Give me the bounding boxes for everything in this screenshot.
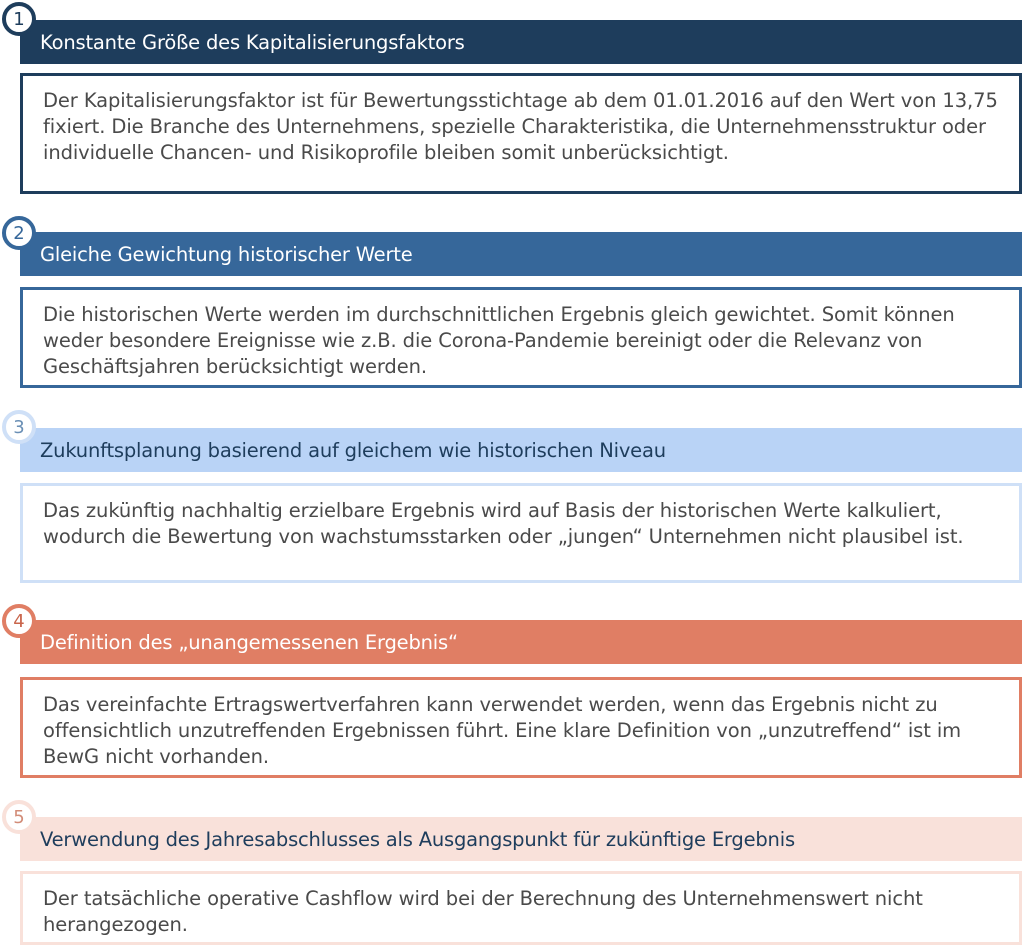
section-1-title: Konstante Größe des Kapitalisierungsfaktors xyxy=(20,20,1022,64)
number-badge-2: 2 xyxy=(2,216,36,250)
number-badge-5: 5 xyxy=(2,800,36,834)
number-badge-3: 3 xyxy=(2,410,36,444)
section-5-title: Verwendung des Jahresabschlusses als Ausgangspunkt für zukünftige Ergebnis xyxy=(20,817,1022,861)
section-1-text: Der Kapitalisierungsfaktor ist für Bewertungsstichtage ab dem 01.01.2016 auf den Wert von 13,75 fixiert. Die Branche des Unternehmens, spezielle Charakteristika, die Unternehmensstruktur oder individuelle Chancen- und Risikoprofile bleiben somit unberücksichtigt. xyxy=(20,73,1022,194)
number-badge-4: 4 xyxy=(2,604,36,638)
section-4-text: Das vereinfachte Ertragswertverfahren kann verwendet werden, wenn das Ergebnis nicht zu offensichtlich unzutreffenden Ergebnissen führt. Eine klare Definition von „unzutreffend“ ist im BewG nicht vorhanden. xyxy=(20,677,1022,778)
section-5-text: Der tatsächliche operative Cashflow wird bei der Berechnung des Unternehmenswert nicht herangezogen. xyxy=(20,871,1022,945)
number-badge-1: 1 xyxy=(2,2,36,36)
section-2-text: Die historischen Werte werden im durchschnittlichen Ergebnis gleich gewichtet. Somit können weder besondere Ereignisse wie z.B. die Corona-Pandemie bereinigt oder die Relevanz von Geschäftsjahren berücksichtigt werden. xyxy=(20,287,1022,388)
section-3-title: Zukunftsplanung basierend auf gleichem wie historischen Niveau xyxy=(20,428,1022,472)
section-2-title: Gleiche Gewichtung historischer Werte xyxy=(20,232,1022,276)
section-3-text: Das zukünftig nachhaltig erzielbare Ergebnis wird auf Basis der historischen Werte kalkuliert, wodurch die Bewertung von wachstumsstarken oder „jungen“ Unternehmen nicht plausibel ist. xyxy=(20,483,1022,583)
section-4-title: Definition des „unangemessenen Ergebnis“ xyxy=(20,620,1022,664)
